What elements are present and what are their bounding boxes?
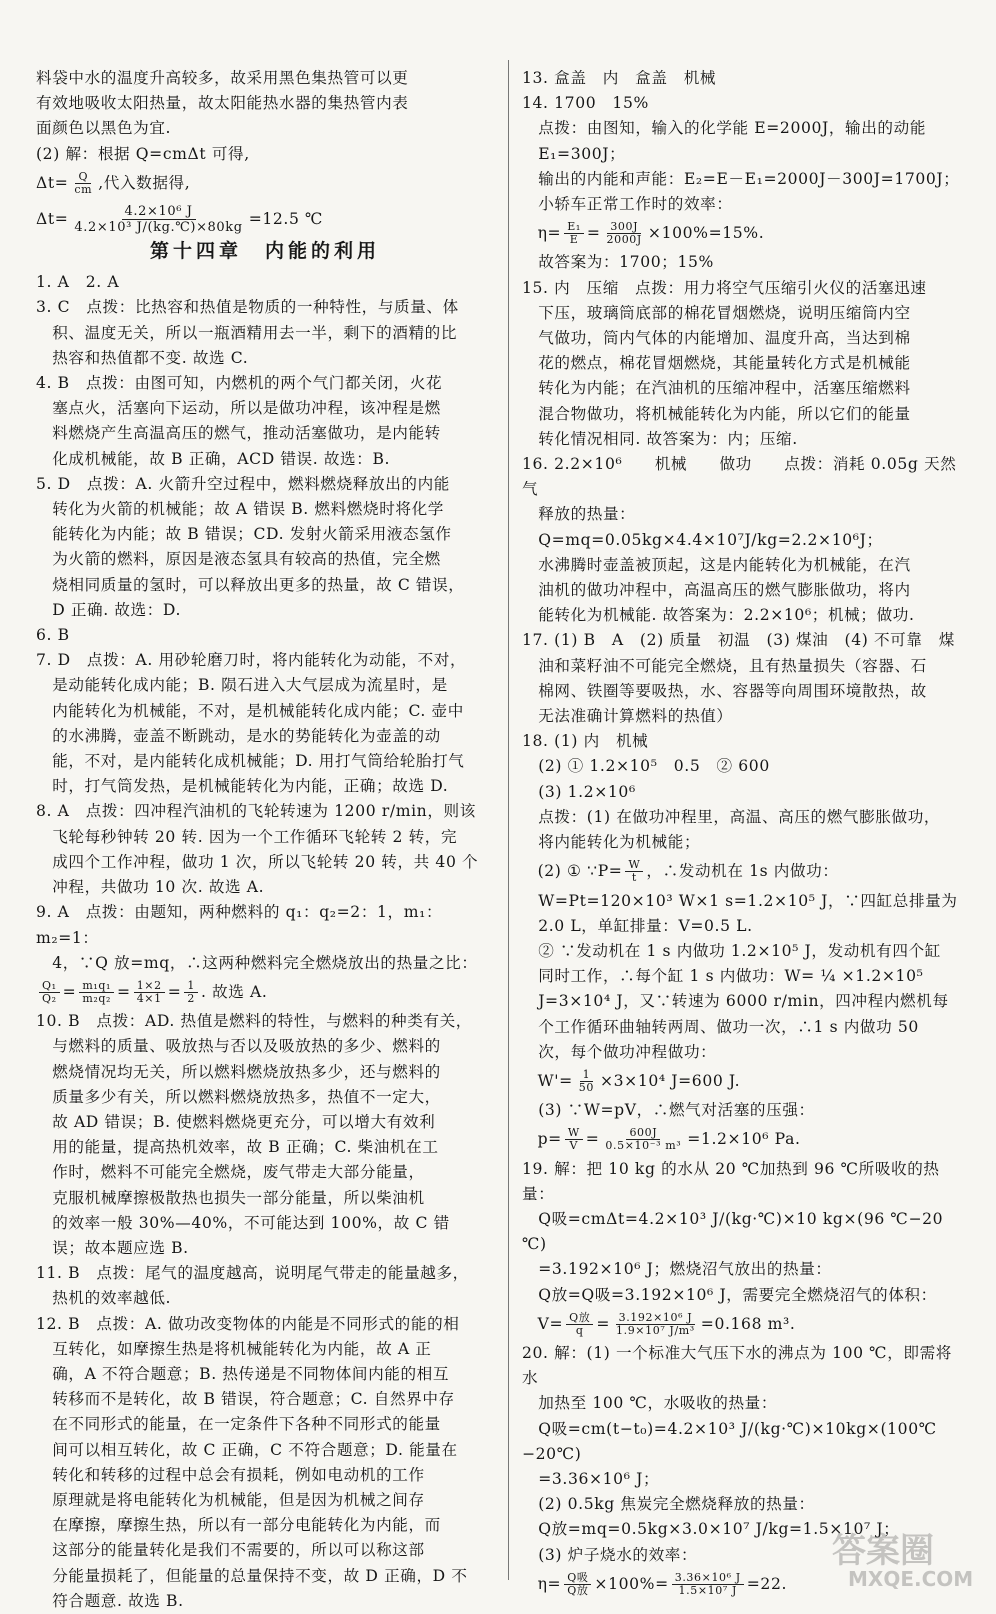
fraction bbox=[602, 1127, 684, 1152]
answer-line: Q放=mq=0.5kg×3.0×10⁷ J/kg=1.5×10⁷ J； bbox=[522, 1520, 900, 1539]
denominator: V bbox=[569, 1139, 579, 1153]
left-column bbox=[36, 66, 494, 1614]
answer-line: 飞轮每秒钟转 20 转. 因为一个工作循环飞轮转 2 转，完 bbox=[36, 827, 458, 846]
chapter-heading: 第十四章 内能的利用 bbox=[149, 240, 380, 263]
answer-line: 油和菜籽油不可能完全燃烧，且有热量损失（容器、石 bbox=[522, 656, 927, 675]
column-divider bbox=[508, 60, 509, 1580]
fraction bbox=[565, 1127, 583, 1152]
answer-line: 热机的效率越低. bbox=[36, 1289, 172, 1308]
answer-line: Q=mq=0.05kg×4.4×10⁷J/kg=2.2×10⁶J； bbox=[522, 530, 883, 549]
fraction bbox=[184, 980, 198, 1005]
answer-line: 面颜色以黑色为宜. bbox=[36, 119, 172, 138]
formula-mid: ×100%= bbox=[594, 1574, 669, 1593]
answer-line: 个工作循环曲轴转两周、做功一次，∴1 s 内做功 50 bbox=[522, 1017, 919, 1036]
answer-lines bbox=[522, 889, 962, 1065]
formula-volume: V= $\frac{\text{Q放}}{q}$ = $\frac{\text{3.192×10⁶ J}}{\text{1.9×10⁷ J/m³}}$ =0.168 m³. bbox=[537, 1310, 796, 1337]
answer-line: 加热至 100 ℃，水吸收的热量： bbox=[522, 1394, 778, 1413]
denominator: Q₂ bbox=[42, 992, 57, 1005]
formula-rest: =0.168 m³. bbox=[700, 1314, 796, 1333]
fraction bbox=[613, 1312, 698, 1337]
numerator: 1 bbox=[580, 1069, 594, 1082]
answer-lines bbox=[522, 250, 962, 855]
formula-heat-ratio: $\frac{\text{Q₁}}{\text{Q₂}}$ = $\frac{\text{m₁q₁}}{\text{m₂q₂}}$ = $\frac{1\times 2}{4\times 1}$ = $\frac{1}{2}$ . 故选 A. bbox=[36, 980, 494, 1005]
formula-rest: =1.2×10⁶ Pa. bbox=[687, 1130, 801, 1149]
denominator: 0.5×10⁻³ m³ bbox=[605, 1139, 682, 1153]
formula-rest: ×3×10⁴ J=600 J. bbox=[599, 1071, 741, 1090]
answer-line: 故答案为：1700；15% bbox=[522, 253, 714, 272]
denominator: 4×1 bbox=[136, 992, 162, 1005]
answer-line: 成四个工作冲程，做功 1 次，所以飞轮转 20 转，共 40 个 bbox=[36, 852, 479, 871]
formula-lhs: (2) ① ∵P= bbox=[537, 862, 623, 881]
answer-line: 3. C 点拨：比热容和热值是物质的一种特性，与质量、体 bbox=[36, 298, 459, 317]
answer-line: Q放=Q吸=3.192×10⁶ J，需要完全燃烧沼气的体积： bbox=[522, 1285, 937, 1304]
answer-line: 热容和热值都不变. 故选 C. bbox=[36, 348, 249, 367]
answer-lines bbox=[522, 66, 962, 217]
numerator: Q吸 bbox=[564, 1572, 591, 1585]
formula-lhs: η= bbox=[537, 224, 562, 243]
denominator: Q放 bbox=[567, 1583, 589, 1597]
answer-line: 与燃料的质量、吸放热与否以及吸放热的多少、燃料的 bbox=[36, 1037, 441, 1056]
answer-line: 转化和转移的过程中总会有损耗，例如电动机的工作 bbox=[36, 1465, 425, 1484]
answer-line: D 正确. 故选：D. bbox=[36, 600, 182, 619]
answer-line: 间可以相互转化，故 C 正确，C 不符合题意；D. 能量在 bbox=[36, 1440, 458, 1459]
answer-line: 花的燃点，棉花冒烟燃烧，其能量转化方式是机械能 bbox=[522, 354, 911, 373]
watermark-main: 答案圈 bbox=[832, 1531, 934, 1571]
formula-rest: ,代入数据得, bbox=[98, 173, 191, 192]
answer-line: 18. (1) 内 机械 bbox=[522, 732, 649, 751]
answer-line: 12. B 点拨：A. 做功改变物体的内能是不同形式的能的相 bbox=[36, 1314, 460, 1333]
numerator: W bbox=[625, 859, 643, 872]
answer-line: 塞点火，活塞向下运动，所以是做功冲程，该冲程是燃 bbox=[36, 399, 441, 418]
answer-line: 在摩擦，摩擦生热，所以有一部分电能转化为内能，而 bbox=[36, 1516, 441, 1535]
right-column bbox=[522, 66, 962, 1601]
answer-line: (3) 炉子烧水的效率： bbox=[522, 1545, 698, 1564]
fraction bbox=[576, 1069, 597, 1094]
answer-line: 化成机械能，故 B 正确，ACD 错误. 故选：B. bbox=[36, 449, 391, 468]
answer-line: 克服机械摩擦极散热也损失一部分能量，所以柴油机 bbox=[36, 1188, 425, 1207]
numerator: 3.192×10⁶ J bbox=[616, 1312, 696, 1325]
answer-line: 燃烧情况均无关，所以燃料燃烧放热多少，还与燃料的 bbox=[36, 1062, 441, 1081]
numerator: Q₁ bbox=[39, 980, 60, 993]
answer-line: 互转化，如摩擦生热是将机械能转化为内能，故 A 正 bbox=[36, 1339, 432, 1358]
answer-line: 故 AD 错误；B. 使燃料燃烧更充分，可以增大有效利 bbox=[36, 1112, 436, 1131]
formula-lhs: Δt= bbox=[36, 173, 69, 192]
fraction bbox=[71, 171, 95, 196]
answer-line: 输出的内能和声能：E₂=E－E₁=2000J－300J=1700J； bbox=[522, 169, 960, 188]
formula-work bbox=[522, 1069, 962, 1094]
answer-line: 转化为火箭的机械能；故 A 错误 B. 燃料燃烧时将化学 bbox=[36, 500, 444, 519]
formula-rest: ×100%=15%. bbox=[647, 224, 765, 243]
answer-line: Q吸=cm(t−t₀)=4.2×10³ J/(kg·℃)×10kg×(100℃−20℃) bbox=[522, 1419, 937, 1463]
answer-line: W=Pt=120×10³ W×1 s=1.2×10⁵ J，∵四缸总排量为 bbox=[522, 891, 958, 910]
denominator: 2000J bbox=[606, 233, 642, 247]
numerator: 1×2 bbox=[134, 980, 165, 993]
answer-line: 下压，玻璃筒底部的棉花冒烟燃烧，说明压缩筒内空 bbox=[522, 303, 911, 322]
answer-line: 有效地吸收太阳热量，故太阳能热水器的集热管内表 bbox=[36, 94, 409, 113]
answer-line: 小轿车正常工作时的效率： bbox=[522, 195, 733, 214]
answer-line: (3) 1.2×10⁶ bbox=[522, 782, 636, 801]
answer-line: J=3×10⁴ J，又∵转速为 6000 r/min，四冲程内燃机每 bbox=[522, 992, 949, 1011]
denominator: t bbox=[631, 871, 637, 885]
answer-line: 20. 解：(1) 一个标准大气压下水的沸点为 100 ℃，即需将水 bbox=[522, 1343, 953, 1388]
answer-line: 油机的做功冲程中，高温高压的燃气膨胀做功，将内 bbox=[522, 581, 911, 600]
answer-lines bbox=[36, 270, 494, 976]
answer-line: 这部分的能量转化是我们不需要的，所以可以称这部 bbox=[36, 1541, 425, 1560]
answer-line: 料燃烧产生高温高压的燃气，推动活塞做功，是内能转 bbox=[36, 424, 441, 443]
answer-line: Q吸=cmΔt=4.2×10³ J/(kg·℃)×10 kg×(96 ℃−20 ℃) bbox=[522, 1209, 949, 1254]
answer-line: 的效率一般 30%—40%，不可能达到 100%，故 C 错 bbox=[36, 1213, 450, 1232]
answer-line: 4，∵Q 放=mq，∴这两种燃料完全燃烧放出的热量之比： bbox=[36, 953, 478, 972]
numerator: 3.36×10⁶ J bbox=[672, 1572, 744, 1585]
answer-line: 气做功，筒内气体的内能增加、温度升高，当达到棉 bbox=[522, 329, 911, 348]
answer-line: (2) 解：根据 Q=cmΔt 可得, bbox=[36, 144, 250, 163]
answer-line: 冲程，共做功 10 次. 故选 A. bbox=[36, 878, 265, 897]
watermark-logo bbox=[828, 1530, 988, 1590]
denominator: 50 bbox=[578, 1081, 594, 1095]
formula-lhs: V= bbox=[537, 1314, 564, 1333]
numerator: m₁q₁ bbox=[79, 980, 114, 993]
answer-line: 能，不对，是内能转化成机械能；D. 用打气筒给轮胎打气 bbox=[36, 752, 465, 771]
answer-line: 释放的热量： bbox=[522, 505, 636, 524]
formula-power bbox=[522, 859, 962, 884]
fraction bbox=[79, 980, 114, 1005]
denominator: 1.5×10⁷ J bbox=[678, 1583, 737, 1597]
answer-line: 将内能转化为机械能； bbox=[522, 833, 701, 852]
answer-line: 17. (1) B A (2) 质量 初温 (3) 煤油 (4) 不可靠 煤 bbox=[522, 631, 955, 650]
answer-line: =3.36×10⁶ J； bbox=[522, 1469, 660, 1488]
answer-line: 误；故本题应选 B. bbox=[36, 1238, 189, 1257]
answer-line: 转化情况相同. 故答案为：内；压缩. bbox=[522, 429, 798, 448]
answer-line: 用的能量，提高热机效率，故 B 正确；C. 柴油机在工 bbox=[36, 1138, 439, 1157]
answer-line: 同时工作，∴每个缸 1 s 内做功：W= ¼ ×1.2×10⁵ bbox=[522, 967, 924, 986]
answer-line: 作时，燃料不可能完全燃烧，废气带走大部分能量， bbox=[36, 1163, 425, 1182]
fraction bbox=[625, 859, 643, 884]
answer-line: 8. A 点拨：四冲程汽油机的飞轮转速为 1200 r/min，则该 bbox=[36, 802, 476, 821]
answer-line: 13. 盒盖 内 盒盖 机械 bbox=[522, 69, 717, 87]
numerator: E₁ bbox=[564, 221, 584, 234]
answer-line: 是动能转化成内能；B. 陨石进入大气层成为流星时，是 bbox=[36, 676, 448, 695]
answer-line: 11. B 点拨：尾气的温度越高，说明尾气带走的能量越多， bbox=[36, 1264, 469, 1283]
formula-lhs: p= bbox=[537, 1130, 562, 1149]
fraction bbox=[672, 1572, 744, 1597]
answer-line: 2.0 L，单缸排量：V=0.5 L. bbox=[522, 916, 753, 935]
fraction bbox=[564, 1572, 591, 1597]
answer-line: 为火箭的燃料，原因是液态氢具有较高的热值，完全燃 bbox=[36, 550, 441, 569]
answer-lines bbox=[36, 1009, 494, 1614]
fraction bbox=[566, 1312, 593, 1337]
answer-line: 4. B 点拨：由图可知，内燃机的两个气门都关闭，火花 bbox=[36, 374, 443, 393]
answer-line: 混合物做功，将机械能转化为内能，所以它们的能量 bbox=[522, 404, 911, 423]
answer-line: 点拨：由图知，输入的化学能 E=2000J，输出的动能 bbox=[522, 119, 927, 138]
answer-line: 能转化为内能；故 B 错误；CD. 发射火箭采用液态氢作 bbox=[36, 525, 452, 544]
answer-line: 15. 内 压缩 点拨：用力将空气压缩引火仪的活塞迅速 bbox=[522, 278, 927, 297]
answer-line: 棉网、铁圈等要吸热，水、容器等向周围环境散热，故 bbox=[522, 681, 927, 700]
formula-lhs: Δt= bbox=[36, 209, 69, 228]
answer-line: 次，每个做功冲程做功： bbox=[522, 1042, 717, 1061]
answer-line: 7. D 点拨：A. 用砂轮磨刀时，将内能转化为动能，不对， bbox=[36, 651, 467, 670]
answer-line: 点拨：(1) 在做功冲程里，高温、高压的燃气膨胀做功， bbox=[522, 807, 941, 826]
fraction bbox=[564, 221, 584, 246]
denominator: m₂q₂ bbox=[82, 992, 112, 1005]
answer-line: 5. D 点拨：A. 火箭升空过程中，燃料燃烧释放出的内能 bbox=[36, 474, 450, 493]
formula-delta-t-value bbox=[36, 204, 494, 235]
answer-line: 确，A 不符合题意；B. 热传递是不同物体间内能的相互 bbox=[36, 1364, 450, 1383]
answer-line: 无法准确计算燃料的热值） bbox=[522, 707, 733, 726]
formula-efficiency: η= $\frac{\text{E₁}}{E}$ = $\frac{300J}{2000J}$ ×100%=15%. bbox=[537, 220, 765, 247]
fraction bbox=[39, 980, 60, 1005]
answer-line: 10. B 点拨：AD. 热值是燃料的特性，与燃料的种类有关， bbox=[36, 1012, 472, 1031]
answer-line: 的水沸腾，壶盖不断跳动，是水的势能转化为壶盖的动 bbox=[36, 726, 441, 745]
answer-line: (2) ① 1.2×10⁵ 0.5 ② 600 bbox=[522, 757, 770, 776]
numerator: Q放 bbox=[566, 1312, 593, 1325]
denominator: q bbox=[575, 1323, 584, 1337]
answer-line: 积、温度无关，所以一瓶酒精用去一半，剩下的酒精的比 bbox=[36, 323, 458, 342]
answer-line: 14. 1700 15% bbox=[522, 94, 649, 113]
answer-line: 原理就是将电能转化为机械能，但是因为机械之间存 bbox=[36, 1490, 425, 1509]
answer-line: 在不同形式的能量，在一定条件下各种不同形式的能量 bbox=[36, 1415, 441, 1434]
answer-line: 转化为内能；在汽油机的压缩冲程中，活塞压缩燃料 bbox=[522, 379, 911, 398]
formula-rest: =12.5 ℃ bbox=[248, 209, 324, 228]
answer-line: 能转化为机械能. 故答案为：2.2×10⁶；机械；做功. bbox=[522, 606, 915, 625]
fraction bbox=[134, 980, 165, 1005]
denominator: E bbox=[569, 233, 579, 247]
answer-line: 烧相同质量的氢时，可以释放出更多的热量，故 C 错误， bbox=[36, 575, 465, 594]
answer-line: 料袋中水的温度升高较多，故采用黑色集热管可以更 bbox=[36, 69, 409, 87]
answer-line: (2) 0.5kg 焦炭完全燃烧释放的热量： bbox=[522, 1495, 815, 1514]
numerator: W bbox=[565, 1127, 583, 1140]
fraction bbox=[604, 221, 645, 246]
answer-line: (3) ∵W=pV，∴燃气对活塞的压强： bbox=[522, 1101, 815, 1120]
formula-delta-t bbox=[36, 171, 494, 196]
answer-line: 1. A 2. A bbox=[36, 273, 120, 292]
answer-line: 9. A 点拨：由题知，两种燃料的 q₁：q₂=2：1，m₁：m₂=1： bbox=[36, 903, 443, 947]
answer-line: 转移而不是转化，故 B 错误，符合题意；C. 自然界中存 bbox=[36, 1390, 455, 1409]
answer-line: ② ∵发动机在 1 s 内做功 1.2×10⁵ J，发动机有四个缸 bbox=[522, 941, 941, 960]
formula-lhs: W'= bbox=[537, 1071, 573, 1090]
answer-line: 符合题意. 故选 B. bbox=[36, 1591, 184, 1610]
denominator: 4.2×10³ J/(kg.℃)×80kg bbox=[74, 220, 243, 236]
formula-rest: ，∴发动机在 1s 内做功： bbox=[646, 862, 839, 881]
answer-line: 分能量损耗了，但能量的总量保持不变，故 D 正确，D 不 bbox=[36, 1566, 468, 1585]
watermark-sub: MXQE.COM bbox=[848, 1567, 974, 1590]
answer-line: 质量多少有关，所以燃料燃烧放热多，热值不一定大， bbox=[36, 1087, 441, 1106]
answer-line: =3.192×10⁶ J；燃烧沼气放出的热量： bbox=[522, 1260, 832, 1279]
numerator: 4.2×10⁶ J bbox=[122, 204, 196, 220]
answer-line: 19. 解：把 10 kg 的水从 20 ℃加热到 96 ℃所吸收的热量： bbox=[522, 1159, 940, 1203]
answer-line: 时，打气筒发热，是机械能转化为内能，正确；故选 D. bbox=[36, 777, 449, 796]
numerator: Q bbox=[75, 171, 91, 184]
numerator: 600J bbox=[626, 1127, 660, 1140]
formula-lhs: η= bbox=[537, 1574, 562, 1593]
denominator: 2 bbox=[187, 992, 195, 1005]
denominator: cm bbox=[74, 182, 93, 196]
answer-lines bbox=[522, 1157, 962, 1308]
intro-lines bbox=[36, 66, 494, 167]
formula-rest: =22. bbox=[746, 1574, 788, 1593]
fraction bbox=[71, 204, 245, 235]
denominator: 1.9×10⁷ J/m³ bbox=[616, 1323, 695, 1337]
answer-line: 16. 2.2×10⁶ 机械 做功 点拨：消耗 0.05g 天然气 bbox=[522, 455, 957, 499]
answer-line: 内能转化为机械能，不对，是机械能转化成内能；C. 壶中 bbox=[36, 701, 464, 720]
answer-line: 6. B bbox=[36, 626, 70, 645]
numerator: 1 bbox=[184, 980, 198, 993]
answer-line: 水沸腾时壶盖被顶起，这是内能转化为机械能，在汽 bbox=[522, 555, 911, 574]
formula-rest: . 故选 A. bbox=[200, 982, 268, 1001]
formula-pressure: p= $\frac{W}{V}$ = $\frac{600J}{\text{0.5×10⁻³ m³}}$ =1.2×10⁶ Pa. bbox=[537, 1126, 801, 1153]
numerator: 300J bbox=[607, 221, 641, 234]
answer-line: E₁=300J； bbox=[522, 144, 626, 163]
